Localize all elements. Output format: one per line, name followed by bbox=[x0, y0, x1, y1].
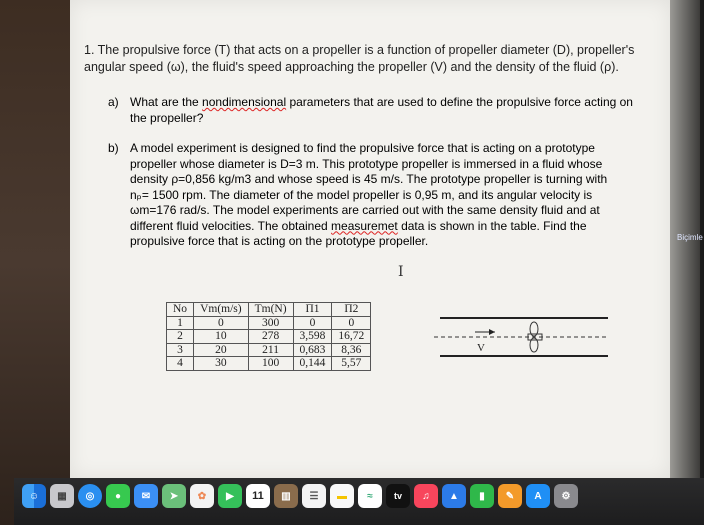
table-cell: 0 bbox=[194, 316, 249, 330]
table-cell: 4 bbox=[167, 357, 194, 371]
table-cell: 3,598 bbox=[293, 330, 332, 344]
table-cell: 300 bbox=[248, 316, 293, 330]
table-cell: 0 bbox=[293, 316, 332, 330]
measurement-table bbox=[166, 302, 371, 371]
finder-icon[interactable]: ☺ bbox=[22, 484, 46, 508]
calendar-day: 11 bbox=[252, 490, 264, 502]
appletv-icon[interactable] bbox=[386, 484, 410, 508]
photos-icon[interactable]: ✿ bbox=[190, 484, 214, 508]
table-cell: 2 bbox=[167, 330, 194, 344]
side-format-label[interactable]: Biçimle bbox=[677, 233, 703, 242]
text-cursor-icon: I bbox=[398, 264, 404, 280]
settings-icon[interactable]: ⚙ bbox=[554, 484, 578, 508]
table-cell: 0,683 bbox=[293, 343, 332, 357]
table-cell: 5,57 bbox=[332, 357, 371, 371]
table-cell: 30 bbox=[194, 357, 249, 371]
subquestion-b-text: A model experiment is designed to find the propulsive force that is acting on a prototype propeller whose diameter is D=3 m. This prototype propeller is immersed in a fluid whose density ρ=0,856 kg/m3 and whose speed is 45 m/s. The prototype propeller is turning with nₚ= 1500 rpm. The diameter of the model propeller is 0,95 m, and its angular velocity is ωm=176 rad/s. The model experiments are carried out with the same density fluid and at different fluid velocities. The obtained measuremet data is shown in the table. Find the propulsive force that is acting on the prototype propeller. bbox=[130, 141, 608, 248]
col-header-tm: Tm(N) bbox=[248, 303, 293, 317]
col-header-pi1: Π1 bbox=[293, 303, 332, 317]
velocity-label: V bbox=[477, 342, 485, 354]
table-cell: 211 bbox=[248, 343, 293, 357]
table-cell: 3 bbox=[167, 343, 194, 357]
subquestion-a-label: a) bbox=[108, 95, 119, 109]
table-row bbox=[167, 330, 371, 344]
spellcheck-word: nondimensional bbox=[202, 95, 287, 109]
table-cell: 278 bbox=[248, 330, 293, 344]
keynote-stand-icon[interactable]: ▲ bbox=[442, 484, 466, 508]
messages-icon[interactable]: ● bbox=[106, 484, 130, 508]
table-header-row bbox=[167, 303, 371, 317]
table-row bbox=[167, 343, 371, 357]
calendar-icon[interactable] bbox=[246, 484, 270, 508]
subquestion-a bbox=[108, 95, 638, 126]
table-cell: 10 bbox=[194, 330, 249, 344]
table-row bbox=[167, 357, 371, 371]
subquestion-b bbox=[108, 141, 608, 250]
subquestion-b-label: b) bbox=[108, 141, 119, 155]
subquestion-a-text: What are the nondimensional parameters that are used to define the propulsive force acting on the propeller? bbox=[130, 95, 633, 125]
propeller-diagram bbox=[430, 310, 610, 366]
launchpad-icon[interactable]: ▦ bbox=[50, 484, 74, 508]
col-header-vm: Vm(m/s) bbox=[194, 303, 249, 317]
safari-icon[interactable]: ◎ bbox=[78, 484, 102, 508]
notes-icon[interactable]: ▥ bbox=[274, 484, 298, 508]
table-cell: 20 bbox=[194, 343, 249, 357]
reminders-icon[interactable]: ☰ bbox=[302, 484, 326, 508]
table-cell: 100 bbox=[248, 357, 293, 371]
table-cell: 0,144 bbox=[293, 357, 332, 371]
velocity-arrowhead bbox=[489, 329, 495, 335]
pages-icon[interactable]: ✎ bbox=[498, 484, 522, 508]
keynote-icon[interactable]: ≈ bbox=[358, 484, 382, 508]
table-row bbox=[167, 316, 371, 330]
table-cell: 16,72 bbox=[332, 330, 371, 344]
question-title-block bbox=[84, 42, 644, 76]
question-title: 1. The propulsive force (T) that acts on a propeller is a function of propeller diameter (D), propeller's angular speed (ω), the fluid's speed approaching the propeller (V) and the density of the fluid (ρ). bbox=[84, 43, 635, 74]
music-icon[interactable]: ♫ bbox=[414, 484, 438, 508]
appletv-label: tv bbox=[393, 491, 402, 501]
table-cell: 0 bbox=[332, 316, 371, 330]
numbers-icon[interactable]: ▮ bbox=[470, 484, 494, 508]
maps-icon[interactable]: ➤ bbox=[162, 484, 186, 508]
table-cell: 1 bbox=[167, 316, 194, 330]
appstore-icon[interactable]: A bbox=[526, 484, 550, 508]
facetime-icon[interactable]: ▶ bbox=[218, 484, 242, 508]
table-cell: 8,36 bbox=[332, 343, 371, 357]
mail-icon[interactable]: ✉ bbox=[134, 484, 158, 508]
left-bezel bbox=[0, 0, 70, 525]
col-header-no: No bbox=[167, 303, 194, 317]
freeform-icon[interactable]: ▬ bbox=[330, 484, 354, 508]
spellcheck-word: measuremet bbox=[331, 218, 398, 233]
col-header-pi2: Π2 bbox=[332, 303, 371, 317]
